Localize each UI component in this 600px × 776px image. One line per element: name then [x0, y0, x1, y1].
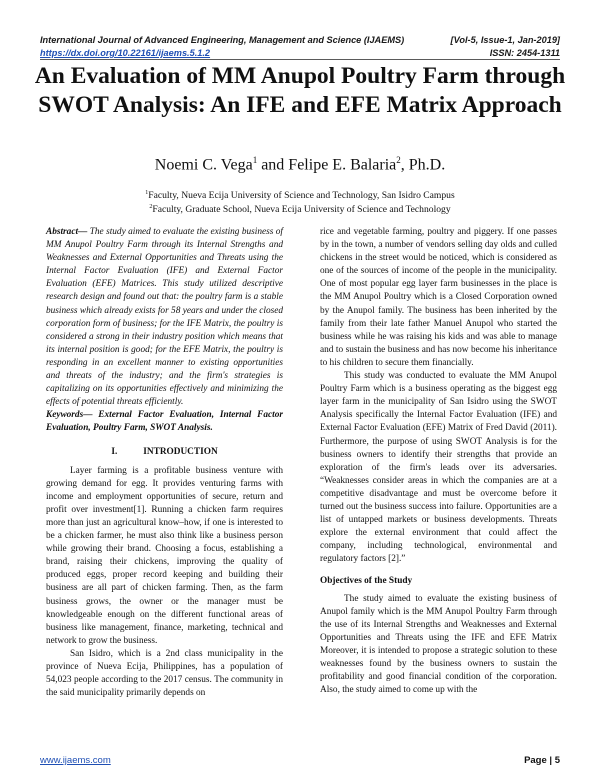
running-header: [40, 35, 560, 58]
website-link[interactable]: www.ijaems.com: [40, 755, 111, 766]
author-connector: and: [257, 156, 289, 174]
abstract-label: Abstract—: [46, 227, 88, 237]
issn: ISSN: 2454-1311: [489, 48, 560, 58]
section-title: INTRODUCTION: [143, 446, 218, 457]
keywords: Keywords— External Factor Evaluation, Internal Factor Evaluation, Poultry Farm, SWOT Analysis.: [46, 410, 283, 434]
intro-paragraph-2: San Isidro, which is a 2nd class municipality in the province of Nueva Ecija, Philippines, has a population of 54,023 people according to the 2017 census. The community in the said municipality primarily depends on: [46, 648, 283, 699]
author-1-sup: 1: [252, 155, 258, 165]
author-1: Noemi C. Vega: [154, 156, 253, 174]
abstract: [46, 226, 283, 409]
subsection-heading: Objectives of the Study: [320, 576, 413, 587]
affiliation-2-sup: 2: [149, 204, 153, 210]
affiliation-2-text: Faculty, Graduate School, Nueva Ecija University of Science and Technology: [152, 204, 451, 216]
right-column: [320, 226, 557, 697]
left-column: [46, 226, 283, 700]
header-divider: [40, 59, 560, 60]
paper-title: An Evaluation of MM Anupol Poultry Farm through SWOT Analysis: An IFE and EFE Matrix Approach: [34, 63, 566, 118]
objectives-paragraph: The study aimed to evaluate the existing business of Anupol family which is the MM Anupol Poultry Farm through the use of its Internal Strengths and Weaknesses and External Opportunities and Threats using the IFE and EFE Matrix Moreover, it is intended to propose a strategic solution to these weaknesses found by the business owners to sustain the profitability and good financial condition of the corporation. Also, the study aimed to come up with the: [320, 593, 557, 696]
affiliation-1: [40, 190, 560, 201]
affiliation-2: [40, 204, 560, 215]
author-2-sup: 2: [396, 155, 401, 165]
body-paragraph-2: This study was conducted to evaluate the MM Anupol Poultry Farm which is a business operating as the biggest egg layer farm in the municipality of San Isidro using the SWOT Analysis specifically the Internal Factor Evaluation (IFE) and External Factor Evaluation (EFE) Matrix of Fred David (2011). Furthermore, the purpose of using SWOT Analysis is for the business owners to identify their strengths that provide an exploration of the firm's leads over its adversaries. “Weaknesses consider areas in which the companies are at a competitive disadvantage and must be overcome before it turned out the business success into failure. Opportunities are a list of untapped markets or business developments. Threats explore the external environment that could affect the company, including technological, environmental and regulatory factors [2].”: [320, 371, 557, 565]
affiliation-1-sup: 1: [145, 190, 149, 196]
author-2: Felipe E. Balaria: [288, 156, 397, 174]
author-line: [40, 155, 560, 174]
abstract-text: The study aimed to evaluate the existing business of MM Anupol Poultry Farm through its Internal Strengths and Weaknesses and External Opportunities and Threats using the Internal Factor Evaluation (IFE) and External Factor Evaluation (EFE) Matrices. This study utilized descriptive research design and found out that: the poultry farm is a stable business which already exists for 58 years and under the closed corporation form of business; for the IFE Matrix, the poultry is considered a strong in their industry position which means that its internal position is good; for the EFE Matrix, the poultry is responding in an excellent manner to existing opportunities and threats of the industry; and the firm's strategies is capitalizing on its opportunities effectively and minimizing the effects of potential threats efficiently.: [46, 227, 283, 408]
section-number: I.: [111, 446, 118, 457]
author-suffix: , Ph.D.: [400, 156, 446, 174]
page-footer: [40, 755, 560, 766]
section-heading: [46, 446, 283, 459]
body-paragraph-1: rice and vegetable farming, poultry and piggery. If one passes by in the town, a number of vendors selling day olds and culled chickens in the street would be noticed, which is considered as one of the sources of income of the people in the municipality. One of most popular egg layer farm businesses in the place is the MM Anupol Poultry which is a Closed Corporation owned by the Anupol family. The business has been inherited by the family from their late father Manuel Anupol who started the business while he was raising his kids and was able to manage and to sustain the business and has now become his inheritance to his children to secure them financially.: [320, 227, 557, 368]
doi-link[interactable]: https://dx.doi.org/10.22161/ijaems.5.1.2: [40, 48, 211, 58]
journal-name: International Journal of Advanced Engineering, Management and Science (IJAEMS): [40, 35, 405, 45]
affiliation-1-text: Faculty, Nueva Ecija University of Science and Technology, San Isidro Campus: [148, 190, 455, 202]
volume-issue: [Vol-5, Issue-1, Jan-2019]: [450, 35, 560, 45]
page-number: Page | 5: [524, 755, 560, 766]
intro-paragraph-1: Layer farming is a profitable business venture with growing demand for egg. It provides venturing farms with income and employment opportunities of secure, return and profit over investment[1]. Running a chicken farm requires more than just an agricultural know–how, if one is interested to be a chicken farmer, he must also think like a business person while growing their brand. Choosing a focus, establishing a brand, raising their chickens, improving the quality of produced eggs, proper record keeping and building their business are all part of chicken farming. Then, as the farm business grows, the owner or the manager must be knowledgeable enough on the different functional areas of business like management, finance, marketing, technical and network to grow the business.: [46, 465, 283, 646]
